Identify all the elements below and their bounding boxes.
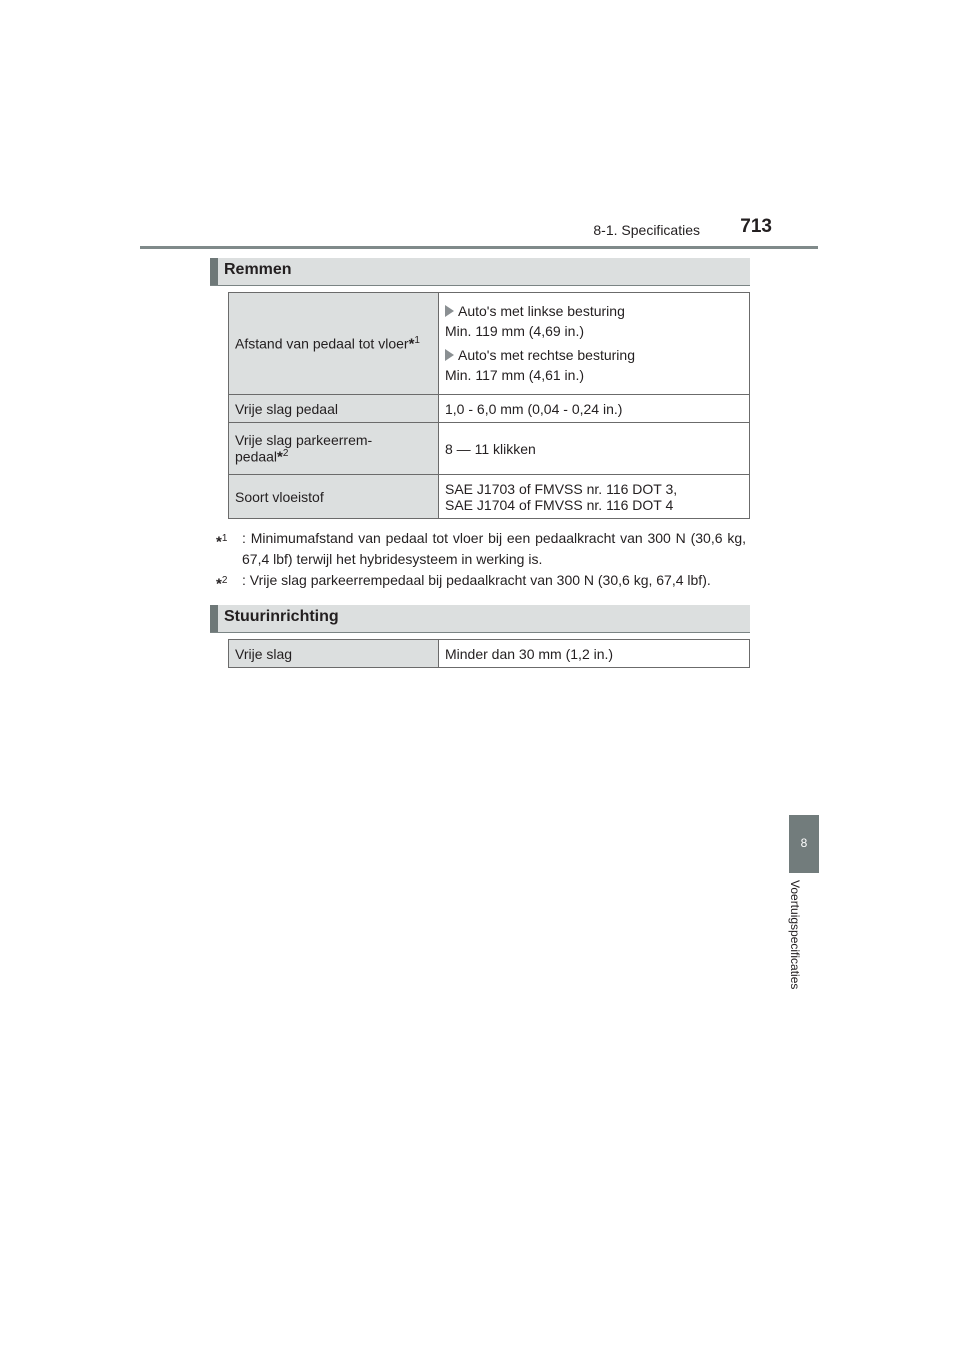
table-cell-value (439, 293, 750, 395)
steering-heading (210, 605, 750, 633)
steering-table (228, 639, 750, 668)
table-row (229, 640, 750, 668)
table-cell-label (229, 423, 439, 475)
parking-pedal-label-line2: pedaal (235, 448, 278, 465)
footnote-ref: 2 (282, 447, 289, 459)
fluid-type-line2: SAE J1704 of FMVSS nr. 116 DOT 4 (445, 496, 674, 513)
rhd-heading: Auto's met rechtse besturing (458, 346, 635, 363)
lhd-value: Min. 119 mm (4,69 in.) (445, 322, 585, 339)
brakes-table (228, 292, 750, 519)
lhd-heading: Auto's met linkse besturing (458, 302, 625, 319)
table-cell-value (439, 475, 750, 519)
chapter-tab: 8 (789, 815, 819, 873)
brakes-title: Remmen (224, 261, 292, 278)
footnote-text: : Vrije slag parkeerrempedaal bij pedaalkracht van 300 N (30,6 kg, 67,4 lbf). (242, 572, 711, 588)
footnote-mark: * (408, 335, 415, 353)
list-item (445, 347, 743, 363)
footnote-mark: * (277, 448, 283, 466)
parking-pedal-value: 8 — 11 klikken (439, 423, 750, 475)
chapter-label (787, 880, 803, 1020)
brakes-heading (210, 258, 750, 286)
parking-pedal-label-line1: Vrije slag parkeerrem- (235, 431, 373, 448)
pedal-distance-label: Afstand van pedaal tot vloer (235, 335, 409, 352)
page-number: 713 (740, 216, 772, 237)
steering-free-play-value: Minder dan 30 mm (1,2 in.) (439, 640, 750, 668)
table-row (229, 475, 750, 519)
steering-free-play-label: Vrije slag (229, 640, 439, 668)
table-row (229, 395, 750, 423)
pedal-free-play-label: Vrije slag pedaal (229, 395, 439, 423)
footnote-mark: * (216, 575, 222, 593)
footnote-mark: * (216, 533, 222, 551)
chapter-label-text: Voertuigspecificaties (788, 880, 802, 990)
pedal-free-play-value: 1,0 - 6,0 mm (0,04 - 0,24 in.) (439, 395, 750, 423)
list-item (445, 303, 743, 319)
footnote-1 (216, 528, 746, 570)
table-row (229, 293, 750, 395)
table-cell-label (229, 293, 439, 395)
footnote-ref: 1 (414, 334, 420, 346)
section-title: 8-1. Specificaties (593, 222, 700, 238)
footnote-ref: 2 (221, 575, 228, 586)
footnote-marker (216, 528, 227, 553)
triangle-bullet-icon (445, 305, 454, 317)
triangle-bullet-icon (445, 349, 454, 361)
table-row (229, 423, 750, 475)
footnote-2 (216, 570, 746, 591)
fluid-type-line1: SAE J1703 of FMVSS nr. 116 DOT 3, (445, 480, 678, 497)
footnote-marker (216, 570, 227, 595)
rhd-value: Min. 117 mm (4,61 in.) (445, 366, 585, 383)
steering-title: Stuurinrichting (224, 608, 339, 625)
footnote-text: : Minimumafstand van pedaal tot vloer bij een pedaalkracht van 300 N (30,6 kg, 67,4 lbf) terwijl het hybridesysteem in werking is. (242, 530, 746, 567)
fluid-type-label: Soort vloeistof (229, 475, 439, 519)
footnote-ref: 1 (221, 533, 228, 544)
page-header (140, 212, 818, 249)
